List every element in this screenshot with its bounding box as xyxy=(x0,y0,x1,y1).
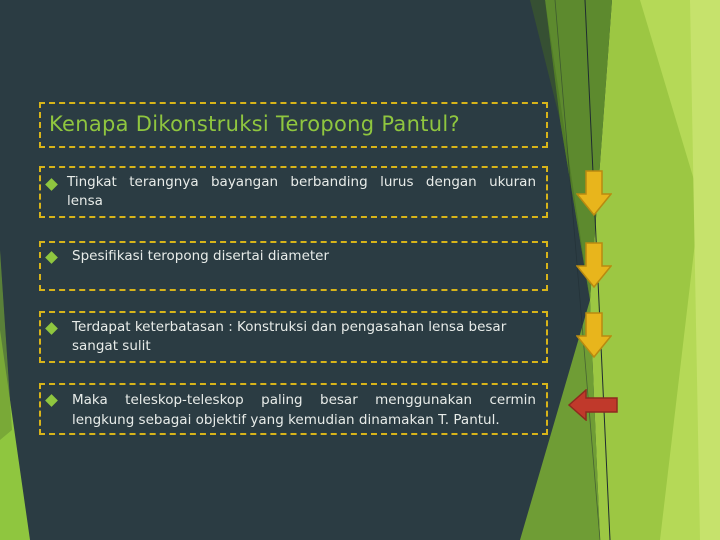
bullet-text-line2: lengkung sebagai objektif yang kemudian dinamakan T. Pantul. xyxy=(72,412,500,428)
bullet-diamond-icon xyxy=(45,394,58,407)
arrow-left-icon xyxy=(568,389,618,421)
bullet-item-4 xyxy=(39,383,548,435)
arrow-down-icon xyxy=(576,170,612,216)
bullet-item-3 xyxy=(39,311,548,363)
bullet-text-line1: Maka teleskop-teleskop paling besar menggunakan cermin xyxy=(72,392,536,408)
bullet-text-line2: sangat sulit xyxy=(72,338,151,354)
bullet-text-line1: Tingkat terangnya bayangan berbanding lurus dengan ukuran xyxy=(67,174,536,190)
bullet-text-line2: lensa xyxy=(67,193,103,209)
slide-title: Kenapa Dikonstruksi Teropong Pantul? xyxy=(49,112,460,136)
bullet-text-line1: Spesifikasi teropong disertai diameter xyxy=(72,248,330,264)
bullet-diamond-icon xyxy=(45,322,58,335)
bullet-text-line1: Terdapat keterbatasan : Konstruksi dan pengasahan lensa besar xyxy=(72,319,507,335)
bullet-diamond-icon xyxy=(45,251,58,264)
bullet-item-1 xyxy=(39,166,548,218)
title-box xyxy=(39,102,548,148)
arrow-down-icon xyxy=(576,242,612,288)
arrow-down-icon xyxy=(576,312,612,358)
bullet-diamond-icon xyxy=(45,178,58,191)
bullet-item-2 xyxy=(39,241,548,291)
